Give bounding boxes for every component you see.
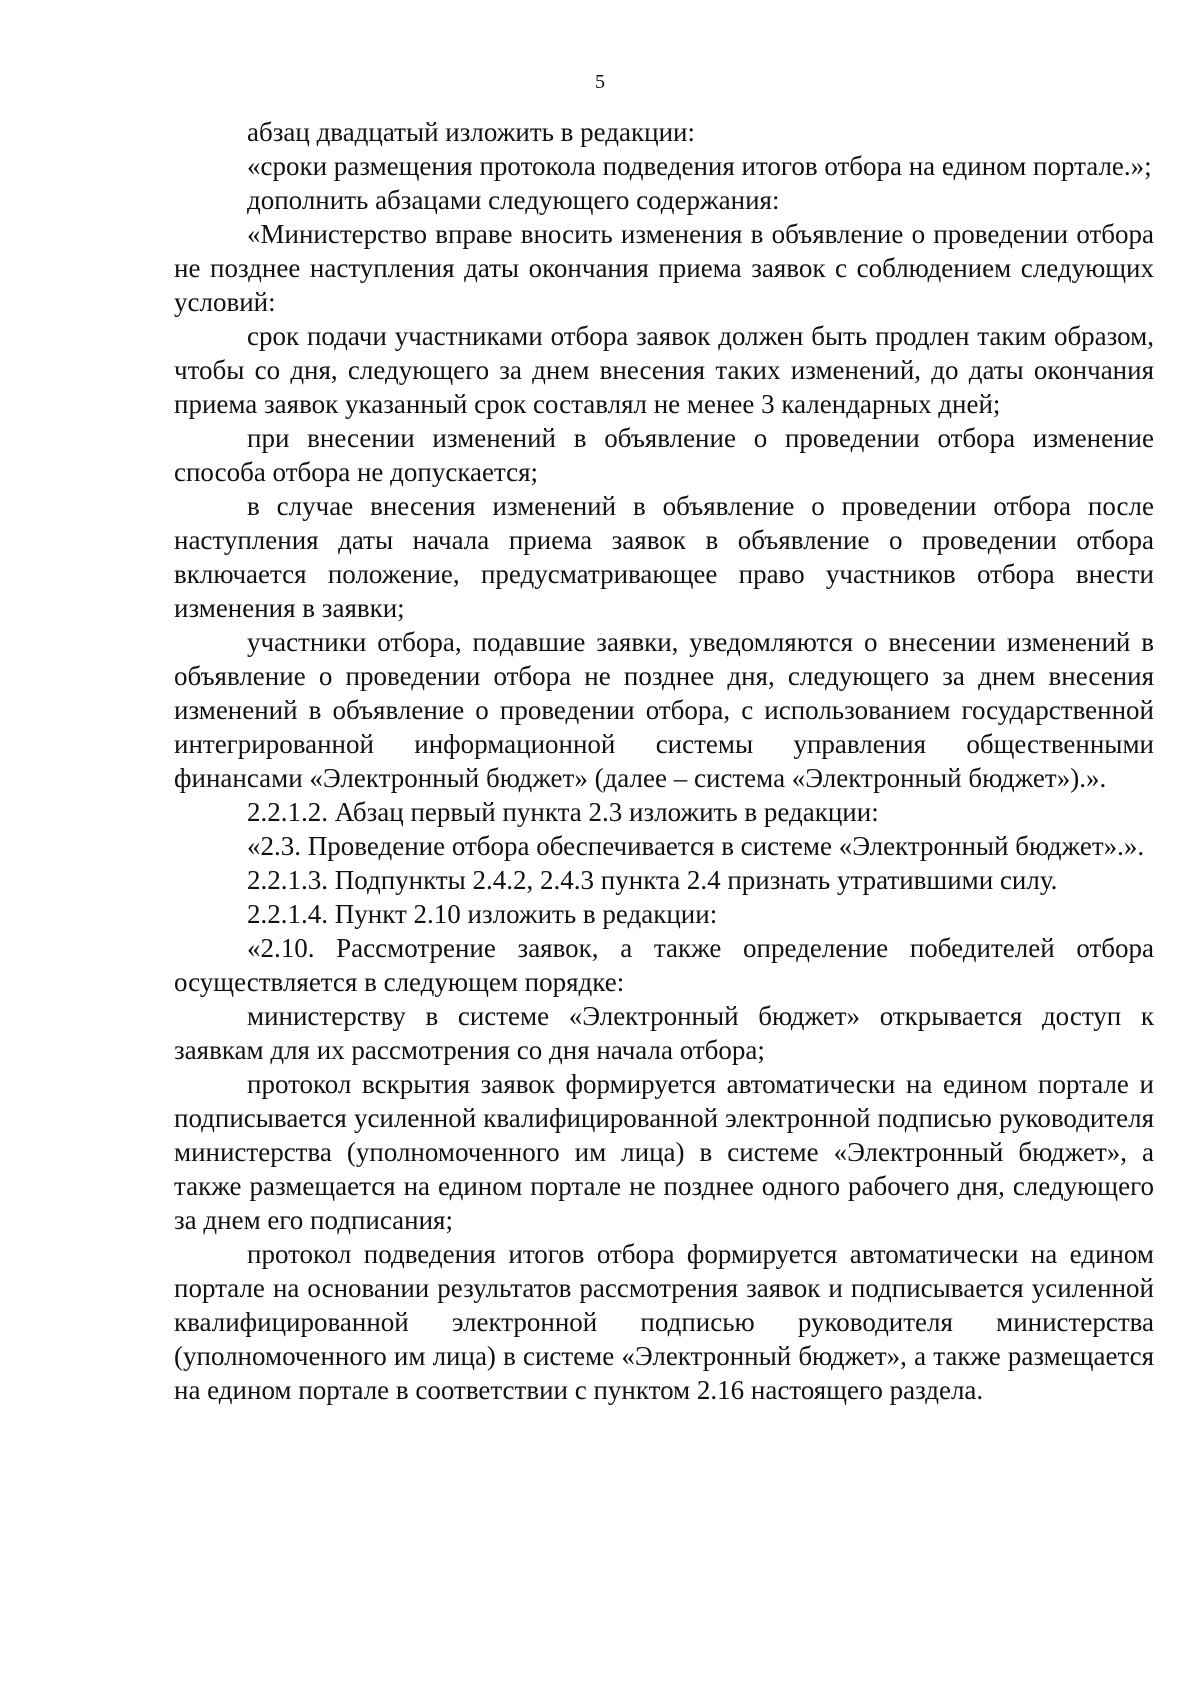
paragraph: срок подачи участниками отбора заявок должен быть продлен таким образом, чтобы со дня, следующего за днем внесения таких изменений, до даты окончания приема заявок указанный срок составлял не менее 3 календарных дней; bbox=[174, 321, 1154, 419]
paragraph: протокол подведения итогов отбора формируется автоматически на едином портале на основании результатов рассмотрения заявок и подписывается усиленной квалифицированной электронной подписью руководителя министерства (уполномоченного им лица) в системе «Электронный бюджет», а также размещается на едином портале в соответствии с пунктом 2.16 настоящего раздела. bbox=[174, 1239, 1154, 1405]
paragraph: 2.2.1.2. Абзац первый пункта 2.3 изложить в редакции: bbox=[247, 797, 879, 827]
paragraph: «2.3. Проведение отбора обеспечивается в системе «Электронный бюджет».». bbox=[247, 831, 1145, 861]
paragraph: 2.2.1.3. Подпункты 2.4.2, 2.4.3 пункта 2.4 признать утратившими силу. bbox=[247, 865, 1058, 895]
paragraph: участники отбора, подавшие заявки, уведомляются о внесении изменений в объявление о проведении отбора не позднее дня, следующего за днем внесения изменений в объявление о проведении отбора, с использованием государственной интегрированной информационной системы управления общественными финансами «Электронный бюджет» (далее – система «Электронный бюджет»).». bbox=[174, 627, 1154, 793]
paragraph: в случае внесения изменений в объявление о проведении отбора после наступления даты начала приема заявок в объявление о проведении отбора включается положение, предусматривающее право участников отбора внести изменения в заявки; bbox=[174, 491, 1154, 623]
document-body bbox=[174, 115, 1154, 1407]
paragraph: 2.2.1.4. Пункт 2.10 изложить в редакции: bbox=[247, 899, 718, 929]
paragraph: при внесении изменений в объявление о проведении отбора изменение способа отбора не допускается; bbox=[174, 423, 1154, 487]
paragraph: дополнить абзацами следующего содержания: bbox=[247, 185, 780, 215]
paragraph: «сроки размещения протокола подведения итогов отбора на едином портале.»; bbox=[247, 151, 1152, 181]
paragraph: «Министерство вправе вносить изменения в объявление о проведении отбора не позднее наступления даты окончания приема заявок с соблюдением следующих условий: bbox=[174, 219, 1154, 317]
paragraph: «2.10. Рассмотрение заявок, а также определение победителей отбора осуществляется в следующем порядке: bbox=[174, 933, 1154, 997]
paragraph: министерству в системе «Электронный бюджет» открывается доступ к заявкам для их рассмотрения со дня начала отбора; bbox=[174, 1001, 1154, 1065]
paragraph: абзац двадцатый изложить в редакции: bbox=[247, 117, 695, 147]
paragraph: протокол вскрытия заявок формируется автоматически на едином портале и подписывается усиленной квалифицированной электронной подписью руководителя министерства (уполномоченного им лица) в системе «Электронный бюджет», а также размещается на едином портале не позднее одного рабочего дня, следующего за днем его подписания; bbox=[174, 1069, 1154, 1235]
page-number: 5 bbox=[595, 71, 605, 93]
